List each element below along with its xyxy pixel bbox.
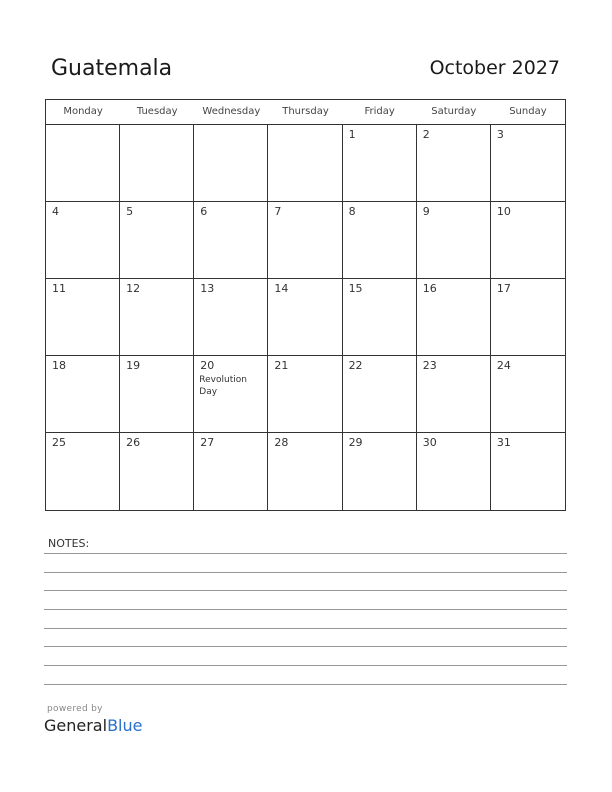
day-cell <box>120 433 194 510</box>
day-cell <box>491 279 565 356</box>
day-number: 13 <box>200 282 215 295</box>
day-number: 9 <box>422 205 430 218</box>
day-cell <box>491 202 565 279</box>
day-number: 6 <box>200 205 208 218</box>
day-number: 28 <box>274 436 289 449</box>
day-number: 21 <box>274 359 289 372</box>
day-number: 30 <box>422 436 437 449</box>
day-cell <box>268 125 342 202</box>
day-cell <box>417 202 491 279</box>
day-number: 16 <box>422 282 437 295</box>
day-number: 2 <box>422 128 430 141</box>
weekday-header-row <box>46 100 565 125</box>
calendar-grid <box>45 99 566 511</box>
weekday-tuesday: Tuesday <box>136 106 178 117</box>
brand-part-blue: Blue <box>107 716 143 735</box>
day-number: 31 <box>496 436 511 449</box>
day-cell <box>194 125 268 202</box>
day-cell <box>194 279 268 356</box>
day-number: 15 <box>348 282 363 295</box>
month-year-title: October 2027 <box>429 57 560 79</box>
day-number: 20 <box>200 359 215 372</box>
day-number: 12 <box>126 282 141 295</box>
day-cell <box>343 125 417 202</box>
day-cell <box>343 433 417 510</box>
day-number: 10 <box>496 205 511 218</box>
day-number: 4 <box>52 205 59 218</box>
day-cell <box>268 279 342 356</box>
day-cell <box>120 125 194 202</box>
day-cell <box>268 356 342 433</box>
notes-label: NOTES: <box>48 537 90 550</box>
day-cell <box>491 125 565 202</box>
holiday-label: Revolution Day <box>199 375 247 397</box>
day-number: 18 <box>52 359 66 372</box>
day-cell <box>417 279 491 356</box>
day-cell <box>46 279 120 356</box>
weekday-saturday: Saturday <box>431 106 477 117</box>
day-number: 17 <box>496 282 511 295</box>
weekday-monday: Monday <box>63 106 103 117</box>
day-number: 29 <box>348 436 363 449</box>
brand-logo <box>44 716 142 735</box>
day-cell <box>417 433 491 510</box>
day-cell <box>194 202 268 279</box>
weekday-friday: Friday <box>364 106 395 117</box>
day-cell <box>46 125 120 202</box>
powered-by-text: powered by <box>47 704 103 714</box>
day-cell <box>417 356 491 433</box>
brand-part-general: General <box>44 716 108 735</box>
day-number: 23 <box>422 359 437 372</box>
note-line <box>44 646 567 647</box>
day-cell <box>46 433 120 510</box>
day-number: 26 <box>126 436 141 449</box>
day-number: 27 <box>200 436 215 449</box>
day-cell <box>46 356 120 433</box>
note-line <box>44 684 567 685</box>
day-number: 11 <box>52 282 66 295</box>
day-cell <box>491 356 565 433</box>
day-number: 14 <box>274 282 289 295</box>
day-cell <box>343 202 417 279</box>
day-cell <box>194 433 268 510</box>
day-number: 22 <box>348 359 363 372</box>
day-number: 7 <box>274 205 282 218</box>
day-number: 25 <box>52 436 66 449</box>
calendar-body <box>46 125 565 510</box>
day-cell <box>343 279 417 356</box>
day-cell <box>120 279 194 356</box>
note-line <box>44 628 567 629</box>
weekday-wednesday: Wednesday <box>202 106 261 117</box>
day-number: 24 <box>496 359 511 372</box>
note-line <box>44 665 567 666</box>
day-number: 1 <box>348 128 356 141</box>
day-number: 19 <box>126 359 141 372</box>
day-number: 5 <box>126 205 134 218</box>
weekday-sunday: Sunday <box>509 106 547 117</box>
day-cell <box>268 433 342 510</box>
weekday-thursday: Thursday <box>282 106 329 117</box>
note-line <box>44 609 567 610</box>
country-title: Guatemala <box>51 56 173 81</box>
day-cell <box>120 202 194 279</box>
day-cell <box>491 433 565 510</box>
day-cell <box>194 356 268 433</box>
day-cell <box>343 356 417 433</box>
note-line <box>44 590 567 591</box>
note-line <box>44 572 567 573</box>
day-cell <box>417 125 491 202</box>
day-number: 3 <box>496 128 504 141</box>
note-line <box>44 553 567 554</box>
day-cell <box>46 202 120 279</box>
day-number: 8 <box>348 205 356 218</box>
day-cell <box>120 356 194 433</box>
day-cell <box>268 202 342 279</box>
